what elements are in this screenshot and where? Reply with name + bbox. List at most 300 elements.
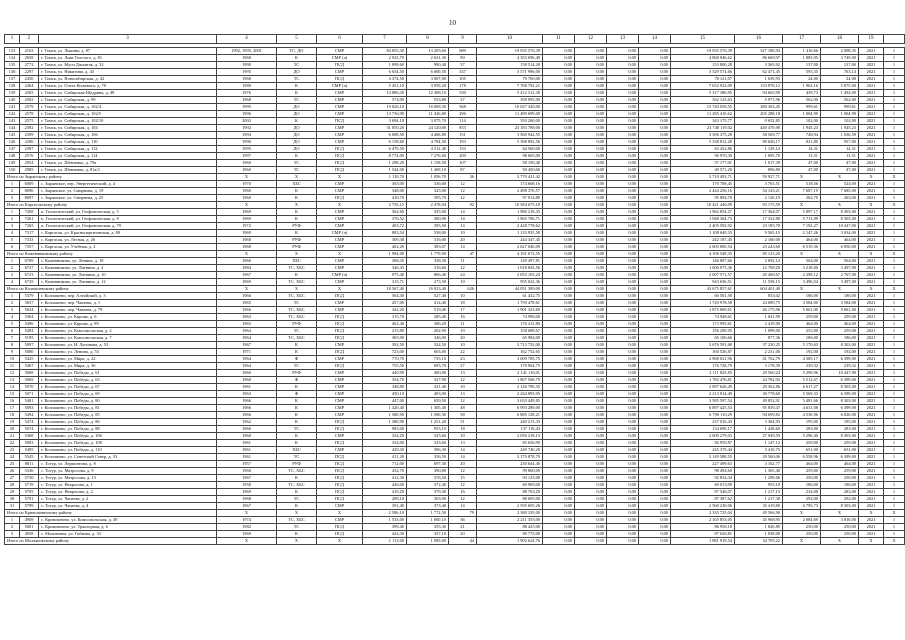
table-cell: 2021: [859, 272, 884, 279]
table-cell: 0,00: [607, 111, 639, 118]
table-cell: 10 447,00: [821, 223, 859, 230]
table-cell: 1 420,40: [363, 405, 407, 412]
table-cell: 250,00: [821, 531, 859, 538]
table-cell: 0,00: [607, 97, 639, 104]
table-cell: г. Колпашево, ул. Победы, д. 86: [39, 419, 217, 426]
table-cell: 7317: [20, 230, 39, 237]
table-row: [5, 118, 905, 125]
district-total-label: Итого по Молчановскому району: [5, 538, 217, 545]
table-cell: 149 497,81: [477, 258, 543, 265]
table-cell: 1 365,40: [735, 468, 783, 475]
table-cell: 205 288,18: [735, 111, 783, 118]
table-cell: 11 489 699,00: [477, 111, 543, 118]
table-cell: 1 901 323,69: [477, 307, 543, 314]
table-cell: 0,00: [543, 503, 575, 510]
table-cell: 562,00: [821, 97, 859, 104]
table-row: [5, 153, 905, 160]
table-cell: 0,00: [543, 111, 575, 118]
table-cell: 0,00: [639, 97, 671, 104]
table-cell: 2021: [859, 244, 884, 251]
table-cell: 5 971,96: [735, 97, 783, 104]
table-cell: 1966: [217, 293, 277, 300]
table-cell: 1 838,00: [735, 531, 783, 538]
table-cell: 14,31: [783, 146, 821, 153]
district-total-row: [5, 202, 905, 209]
table-cell: 1: [884, 146, 905, 153]
table-cell: 3 585 597,54: [671, 398, 735, 405]
table-cell: 98 494,60: [671, 468, 735, 475]
table-cell: ПСД: [317, 118, 363, 125]
table-cell: 1 500,30: [407, 412, 449, 419]
table-cell: 0,00: [607, 48, 639, 55]
table-cell: 0,00: [607, 356, 639, 363]
table-cell: 877,36: [735, 335, 783, 342]
table-cell: 1 902 624,76: [477, 538, 543, 545]
table-cell: 1 492,00: [821, 90, 859, 97]
district-total-label: Итого по Кожевниковскому району: [5, 251, 217, 258]
table-cell: 0,00: [575, 223, 607, 230]
table-cell: 1: [884, 349, 905, 356]
table-cell: 1: [884, 531, 905, 538]
table-cell: 263,00: [821, 195, 859, 202]
table-cell: 325,00: [407, 188, 449, 195]
table-cell: 348,00: [363, 188, 407, 195]
table-cell: 234,08: [783, 489, 821, 496]
table-cell: 1 759 478,61: [477, 300, 543, 307]
table-cell: 6 850,00: [821, 244, 859, 251]
table-cell: 7 192,27: [783, 223, 821, 230]
table-cell: 3 506 375,28: [671, 132, 735, 139]
table-cell: 2: [5, 188, 20, 195]
table-cell: 0,00: [607, 279, 639, 286]
table-cell: 209: [449, 153, 477, 160]
table-cell: 1: [5, 517, 20, 524]
table-cell: 74 996,00: [477, 314, 543, 321]
table-cell: 5837: [20, 300, 39, 307]
table-cell: 13: [449, 440, 477, 447]
table-cell: 0,00: [639, 391, 671, 398]
table-row: [5, 524, 905, 531]
table-row: [5, 293, 905, 300]
table-cell: 440 470,98: [735, 125, 783, 132]
table-cell: 0,00: [607, 195, 639, 202]
table-cell: 24: [5, 454, 20, 461]
column-number-cell: 8: [407, 35, 449, 44]
table-cell: 2 627 046,09: [477, 244, 543, 251]
table-cell: 0,00: [575, 48, 607, 55]
table-cell: К: [277, 433, 317, 440]
table-cell: X: [783, 174, 821, 181]
table-cell: 2021: [859, 258, 884, 265]
table-cell: 24,00: [821, 76, 859, 83]
table-row: [5, 216, 905, 223]
table-cell: 192,00: [783, 349, 821, 356]
table-cell: 12: [449, 181, 477, 188]
table-cell: 2578: [20, 111, 39, 118]
table-cell: 31 850,20: [363, 125, 407, 132]
table-cell: 0,00: [639, 76, 671, 83]
table-cell: 0,00: [607, 272, 639, 279]
table-cell: 1 580,90: [363, 412, 407, 419]
table-cell: 139: [5, 90, 20, 97]
table-cell: СМР: [317, 90, 363, 97]
table-cell: 0,00: [639, 69, 671, 76]
table-cell: 186,00: [783, 293, 821, 300]
table-row: [5, 188, 905, 195]
table-cell: 41 762,79: [735, 356, 783, 363]
table-cell: 518,56: [783, 181, 821, 188]
table-cell: 1960: [217, 167, 277, 174]
table-cell: 321,40: [407, 384, 449, 391]
table-row: [5, 62, 905, 69]
table-cell: 1966: [217, 398, 277, 405]
table-cell: г. Колпашево, ул. Победы, д. 81: [39, 405, 217, 412]
table-row: [5, 209, 905, 216]
table-cell: ТС, ХБС: [277, 293, 317, 300]
table-cell: 327 180,94: [735, 48, 783, 55]
table-cell: X: [277, 538, 317, 545]
table-cell: 1: [5, 293, 20, 300]
table-cell: 1996: [217, 111, 277, 118]
table-cell: 12 768,20: [735, 265, 783, 272]
table-cell: 1 772,50: [407, 510, 449, 517]
table-cell: 0,00: [575, 216, 607, 223]
table-cell: 2 405 592,92: [671, 223, 735, 230]
table-cell: 5799: [20, 503, 39, 510]
table-cell: 0,00: [607, 503, 639, 510]
table-cell: 1: [884, 328, 905, 335]
table-cell: 0,00: [575, 181, 607, 188]
table-cell: 0,00: [543, 83, 575, 90]
table-cell: X: [783, 538, 821, 545]
table-cell: 5336: [20, 468, 39, 475]
table-cell: 48: [449, 405, 477, 412]
table-cell: 58: [449, 412, 477, 419]
table-cell: 0,00: [543, 468, 575, 475]
table-cell: 0,00: [607, 419, 639, 426]
table-cell: 1 251,20: [407, 419, 449, 426]
table-cell: 24 120,00: [407, 125, 449, 132]
table-cell: 0,00: [639, 349, 671, 356]
table-cell: 1: [884, 69, 905, 76]
table-row: [5, 181, 905, 188]
table-cell: 396,30: [407, 447, 449, 454]
table-cell: 12: [449, 377, 477, 384]
table-cell: 19: [449, 328, 477, 335]
table-cell: 335,00: [407, 209, 449, 216]
table-cell: 1: [884, 517, 905, 524]
table-cell: 2021: [859, 489, 884, 496]
table-cell: 82 959,87: [671, 440, 735, 447]
table-cell: 2 631,30: [407, 55, 449, 62]
table-cell: 16 823,40: [407, 286, 449, 293]
table-cell: 3 365,92: [735, 62, 783, 69]
table-cell: 12: [449, 265, 477, 272]
table-cell: 833,02: [735, 293, 783, 300]
table-cell: 2 298,12: [783, 272, 821, 279]
table-row: [5, 517, 905, 524]
table-cell: 1 305,40: [407, 405, 449, 412]
table-cell: 1: [884, 489, 905, 496]
table-row: [5, 307, 905, 314]
table-cell: 0,00: [639, 258, 671, 265]
table-cell: К: [277, 55, 317, 62]
table-cell: 1: [884, 258, 905, 265]
table-cell: 0,00: [543, 167, 575, 174]
table-cell: ПСД: [317, 167, 363, 174]
table-cell: 0,00: [575, 489, 607, 496]
table-cell: 2582: [20, 97, 39, 104]
table-row: [5, 300, 905, 307]
table-cell: X: [783, 286, 821, 293]
table-cell: 99 860,00: [477, 468, 543, 475]
table-cell: РУФ: [277, 370, 317, 377]
table-cell: 2021: [859, 433, 884, 440]
table-cell: г. Колпашево, пер. Алтайский, д. 3: [39, 293, 217, 300]
table-cell: 147: [5, 146, 20, 153]
table-cell: г. Колпашево, ул. Ленина, д. 53: [39, 349, 217, 356]
table-cell: 0,00: [543, 482, 575, 489]
table-cell: 195,00: [783, 419, 821, 426]
table-cell: 651,00: [821, 447, 859, 454]
table-cell: 7333: [20, 237, 39, 244]
table-cell: 2021: [859, 293, 884, 300]
table-cell: СМР: [317, 433, 363, 440]
table-cell: 1: [884, 167, 905, 174]
table-cell: 144: [5, 125, 20, 132]
table-cell: 0,00: [639, 55, 671, 62]
table-cell: К: [277, 230, 317, 237]
table-cell: СМР: [317, 104, 363, 111]
table-cell: 7261: [20, 216, 39, 223]
table-cell: 1: [884, 237, 905, 244]
table-cell: 0,00: [607, 510, 639, 517]
table-cell: 283,00: [821, 426, 859, 433]
table-cell: 564,00: [821, 258, 859, 265]
table-cell: 47,00: [783, 160, 821, 167]
table-cell: 0,00: [575, 342, 607, 349]
table-cell: 3 009 785,75: [477, 356, 543, 363]
table-cell: 0,00: [607, 251, 639, 258]
table-cell: 245 379,44: [671, 447, 735, 454]
table-cell: 2163: [20, 48, 39, 55]
table-cell: 0,00: [575, 405, 607, 412]
table-cell: 0,00: [575, 461, 607, 468]
table-cell: 87 546,07: [671, 489, 735, 496]
table-cell: 5093: [20, 405, 39, 412]
table-cell: 13,51: [821, 153, 859, 160]
table-cell: 0,00: [543, 125, 575, 132]
table-cell: 0,00: [607, 230, 639, 237]
table-cell: СМР: [317, 503, 363, 510]
table-row: [5, 482, 905, 489]
table-cell: 365,90: [363, 335, 407, 342]
table-row: [5, 223, 905, 230]
table-cell: 1 881 919,54: [671, 538, 735, 545]
table-cell: 0,00: [575, 503, 607, 510]
table-cell: 1: [884, 321, 905, 328]
table-cell: 7265: [20, 223, 39, 230]
table-cell: 0,00: [607, 76, 639, 83]
table-cell: 36: [449, 174, 477, 181]
table-cell: 18: [449, 300, 477, 307]
table-cell: 0,00: [607, 300, 639, 307]
table-cell: 2021: [859, 181, 884, 188]
table-cell: 0,00: [639, 426, 671, 433]
column-number-cell: 18: [821, 35, 859, 44]
table-cell: 5 398 892,56: [477, 139, 543, 146]
table-cell: К: [277, 419, 317, 426]
table-cell: К: [277, 398, 317, 405]
table-cell: 19 935 576,39: [671, 48, 735, 55]
table-cell: 227 499,63: [671, 461, 735, 468]
table-cell: 0,00: [607, 384, 639, 391]
table-row: [5, 328, 905, 335]
table-cell: 1: [884, 377, 905, 384]
table-cell: 697,30: [407, 461, 449, 468]
table-cell: 2 231,00: [735, 349, 783, 356]
table-cell: 0,00: [575, 475, 607, 482]
table-cell: 2 767,00: [821, 272, 859, 279]
table-cell: 0,00: [607, 237, 639, 244]
table-cell: 0,00: [543, 510, 575, 517]
table-cell: 50 450,00: [477, 167, 543, 174]
table-cell: 5070: [20, 384, 39, 391]
table-cell: 87 387,62: [671, 496, 735, 503]
table-cell: 1971: [217, 349, 277, 356]
table-cell: 0,00: [639, 244, 671, 251]
table-cell: ПСД: [317, 146, 363, 153]
table-cell: 0,00: [575, 146, 607, 153]
table-cell: 2 050 218,13: [477, 433, 543, 440]
table-cell: 174 668,16: [477, 181, 543, 188]
table-cell: 0,00: [607, 258, 639, 265]
table-cell: 136: [5, 69, 20, 76]
table-cell: 0,00: [575, 111, 607, 118]
table-cell: 0,00: [639, 412, 671, 419]
table-cell: 19: [449, 230, 477, 237]
table-cell: 1968: [217, 55, 277, 62]
table-cell: ПСД: [317, 524, 363, 531]
table-cell: 2021: [859, 447, 884, 454]
table-cell: 149: [5, 160, 20, 167]
table-cell: 3 584,00: [821, 300, 859, 307]
table-cell: 2021: [859, 216, 884, 223]
table-cell: 1961: [217, 447, 277, 454]
table-cell: 316,60: [407, 265, 449, 272]
table-cell: 11: [5, 363, 20, 370]
table-row: [5, 160, 905, 167]
table-cell: К: [277, 342, 317, 349]
table-cell: 0,00: [639, 293, 671, 300]
table-cell: 439,73: [783, 90, 821, 97]
table-cell: 1 004,99: [821, 111, 859, 118]
table-cell: 883,54: [363, 230, 407, 237]
table-cell: К: [277, 209, 317, 216]
table-cell: 35 419,80: [735, 503, 783, 510]
table-cell: 0,00: [607, 160, 639, 167]
table-cell: 1: [884, 496, 905, 503]
table-cell: 30: [5, 496, 20, 503]
table-cell: 0,00: [607, 55, 639, 62]
table-cell: 1 158,50: [407, 160, 449, 167]
table-cell: СМР: [317, 356, 363, 363]
table-row: [5, 398, 905, 405]
table-cell: 0,00: [639, 286, 671, 293]
table-cell: ПСД: [317, 335, 363, 342]
table-cell: 0,00: [607, 531, 639, 538]
table-cell: 30 778,60: [735, 391, 783, 398]
table-cell: 0,00: [639, 272, 671, 279]
table-cell: 2 755,15: [363, 202, 407, 209]
table-cell: ПСД: [317, 76, 363, 83]
table-cell: 12: [449, 496, 477, 503]
table-row: [5, 349, 905, 356]
table-cell: 47,00: [821, 160, 859, 167]
table-row: [5, 139, 905, 146]
table-cell: 6 654,50: [363, 69, 407, 76]
table-cell: 0,00: [543, 405, 575, 412]
table-cell: Ф: [277, 391, 317, 398]
table-cell: 0,00: [575, 153, 607, 160]
table-cell: ПСД: [317, 349, 363, 356]
table-cell: 10 584 675,18: [477, 202, 543, 209]
table-row: [5, 48, 905, 55]
table-cell: 0,00: [543, 426, 575, 433]
table-cell: 3 816,00: [821, 517, 859, 524]
table-cell: 1: [884, 398, 905, 405]
table-cell: 0,00: [607, 321, 639, 328]
table-cell: 87 626,81: [671, 531, 735, 538]
table-cell: 0,00: [543, 244, 575, 251]
table-cell: 29: [5, 489, 20, 496]
table-cell: 0,00: [639, 398, 671, 405]
table-cell: X: [884, 251, 905, 258]
table-cell: 2021: [859, 503, 884, 510]
table-cell: X: [884, 174, 905, 181]
table-cell: 626: [449, 286, 477, 293]
table-cell: 5719: [20, 482, 39, 489]
table-cell: 0,00: [575, 272, 607, 279]
table-cell: СМР: [317, 188, 363, 195]
table-cell: К: [277, 440, 317, 447]
table-cell: 215,80: [363, 328, 407, 335]
table-cell: 0,00: [607, 489, 639, 496]
table-cell: 1 948 364,73: [671, 216, 735, 223]
table-cell: 2021: [859, 531, 884, 538]
table-row: [5, 55, 905, 62]
table-cell: СМР (ч): [317, 272, 363, 279]
table-cell: 562,00: [783, 97, 821, 104]
table-cell: 0,00: [543, 237, 575, 244]
table-cell: 2021: [859, 118, 884, 125]
table-cell: 356,50: [407, 454, 449, 461]
table-cell: ПСД: [317, 153, 363, 160]
table-cell: 23 748 119,02: [671, 125, 735, 132]
table-cell: 14: [449, 454, 477, 461]
table-cell: 1: [884, 160, 905, 167]
table-cell: 259,00: [783, 440, 821, 447]
table-cell: 96 970,30: [671, 153, 735, 160]
column-number-cell: 19: [859, 35, 884, 44]
table-cell: 6723: [20, 272, 39, 279]
table-cell: 7 687,19: [783, 188, 821, 195]
table-cell: 464,00: [783, 237, 821, 244]
column-number-cell: 3: [39, 35, 217, 44]
table-cell: К: [277, 153, 317, 160]
table-cell: 2 213 814,49: [671, 391, 735, 398]
table-cell: 1 533,00: [363, 517, 407, 524]
